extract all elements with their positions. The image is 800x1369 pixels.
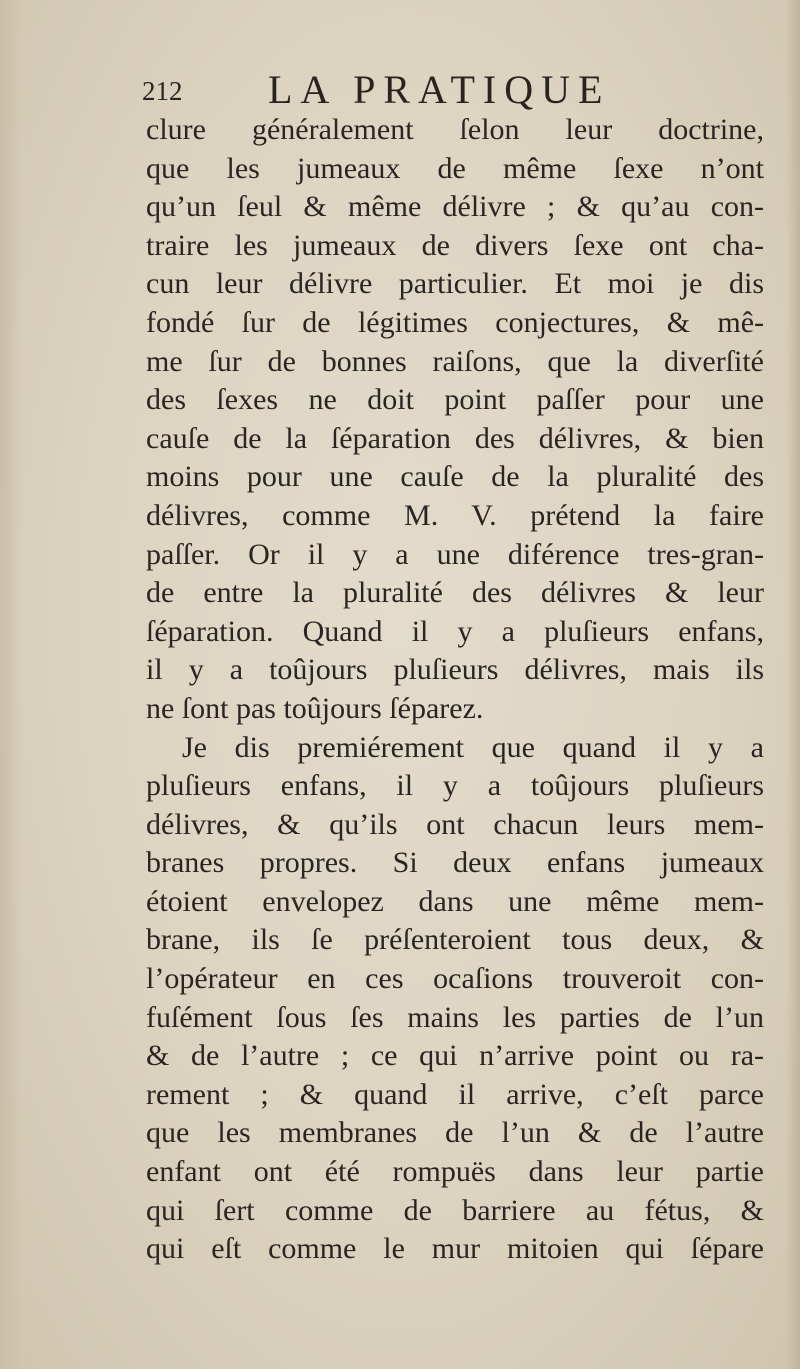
text-line: qui eſt comme le mur mitoien qui ſépare [146, 1232, 764, 1266]
text-line: que les membranes de l’un & de l’autre [146, 1116, 764, 1150]
text-line: qui ſert comme de barriere au fétus, & [146, 1193, 764, 1227]
text-line: délivres, comme M. V. prétend la faire [146, 498, 764, 532]
text-line: clure généralement ſelon leur doctrine, [146, 113, 764, 146]
text-line: des ſexes ne doit point paſſer pour une [146, 383, 764, 417]
page-header [142, 66, 772, 112]
running-head: LA PRATIQUE [268, 67, 611, 112]
text-line: que les jumeaux de même ſexe n’ont [146, 151, 764, 185]
paragraph-end-line: ne ſont pas toûjours ſéparez. [146, 691, 484, 725]
text-line: pluſieurs enfans, il y a toûjours pluſieurs [146, 769, 764, 803]
text-line: fondé ſur de légitimes conjectures, & mê- [146, 305, 764, 339]
paragraph-start-line: Je dis premiérement que quand il y a [182, 730, 764, 764]
text-line: fuſément ſous ſes mains les parties de l’un [146, 1000, 764, 1034]
text-line: de entre la pluralité des délivres & leur [146, 576, 764, 610]
text-line: l’opérateur en ces ocaſions trouveroit con- [146, 962, 764, 996]
page-number: 212 [142, 76, 183, 106]
text-line: traire les jumeaux de divers ſexe ont cha- [146, 228, 764, 262]
text-line: moins pour une cauſe de la pluralité des [146, 460, 764, 494]
text-line: délivres, & qu’ils ont chacun leurs mem- [146, 807, 764, 841]
text-line: brane, ils ſe préſenteroient tous deux, & [146, 923, 764, 957]
page-edge-shadow-left [0, 0, 22, 1369]
body-text [146, 111, 764, 1269]
text-line: étoient envelopez dans une même mem- [146, 884, 764, 918]
text-line: branes propres. Si deux enfans jumeaux [146, 846, 764, 880]
text-line: ſéparation. Quand il y a pluſieurs enfans, [146, 614, 764, 648]
page-edge-shadow-right [786, 0, 800, 1369]
text-line: qu’un ſeul & même délivre ; & qu’au con- [146, 190, 764, 224]
text-line: enfant ont été rompuës dans leur partie [146, 1155, 764, 1189]
text-line: rement ; & quand il arrive, c’eſt parce [146, 1077, 764, 1111]
text-line: me ſur de bonnes raiſons, que la diverſité [146, 344, 764, 378]
text-line: cun leur délivre particulier. Et moi je dis [146, 267, 764, 301]
text-line: paſſer. Or il y a une diférence tres-gran- [146, 537, 764, 571]
text-line: cauſe de la ſéparation des délivres, & bien [146, 421, 764, 455]
text-line: & de l’autre ; ce qui n’arrive point ou ra- [146, 1039, 764, 1073]
text-line: il y a toûjours pluſieurs délivres, mais ils [146, 653, 764, 687]
